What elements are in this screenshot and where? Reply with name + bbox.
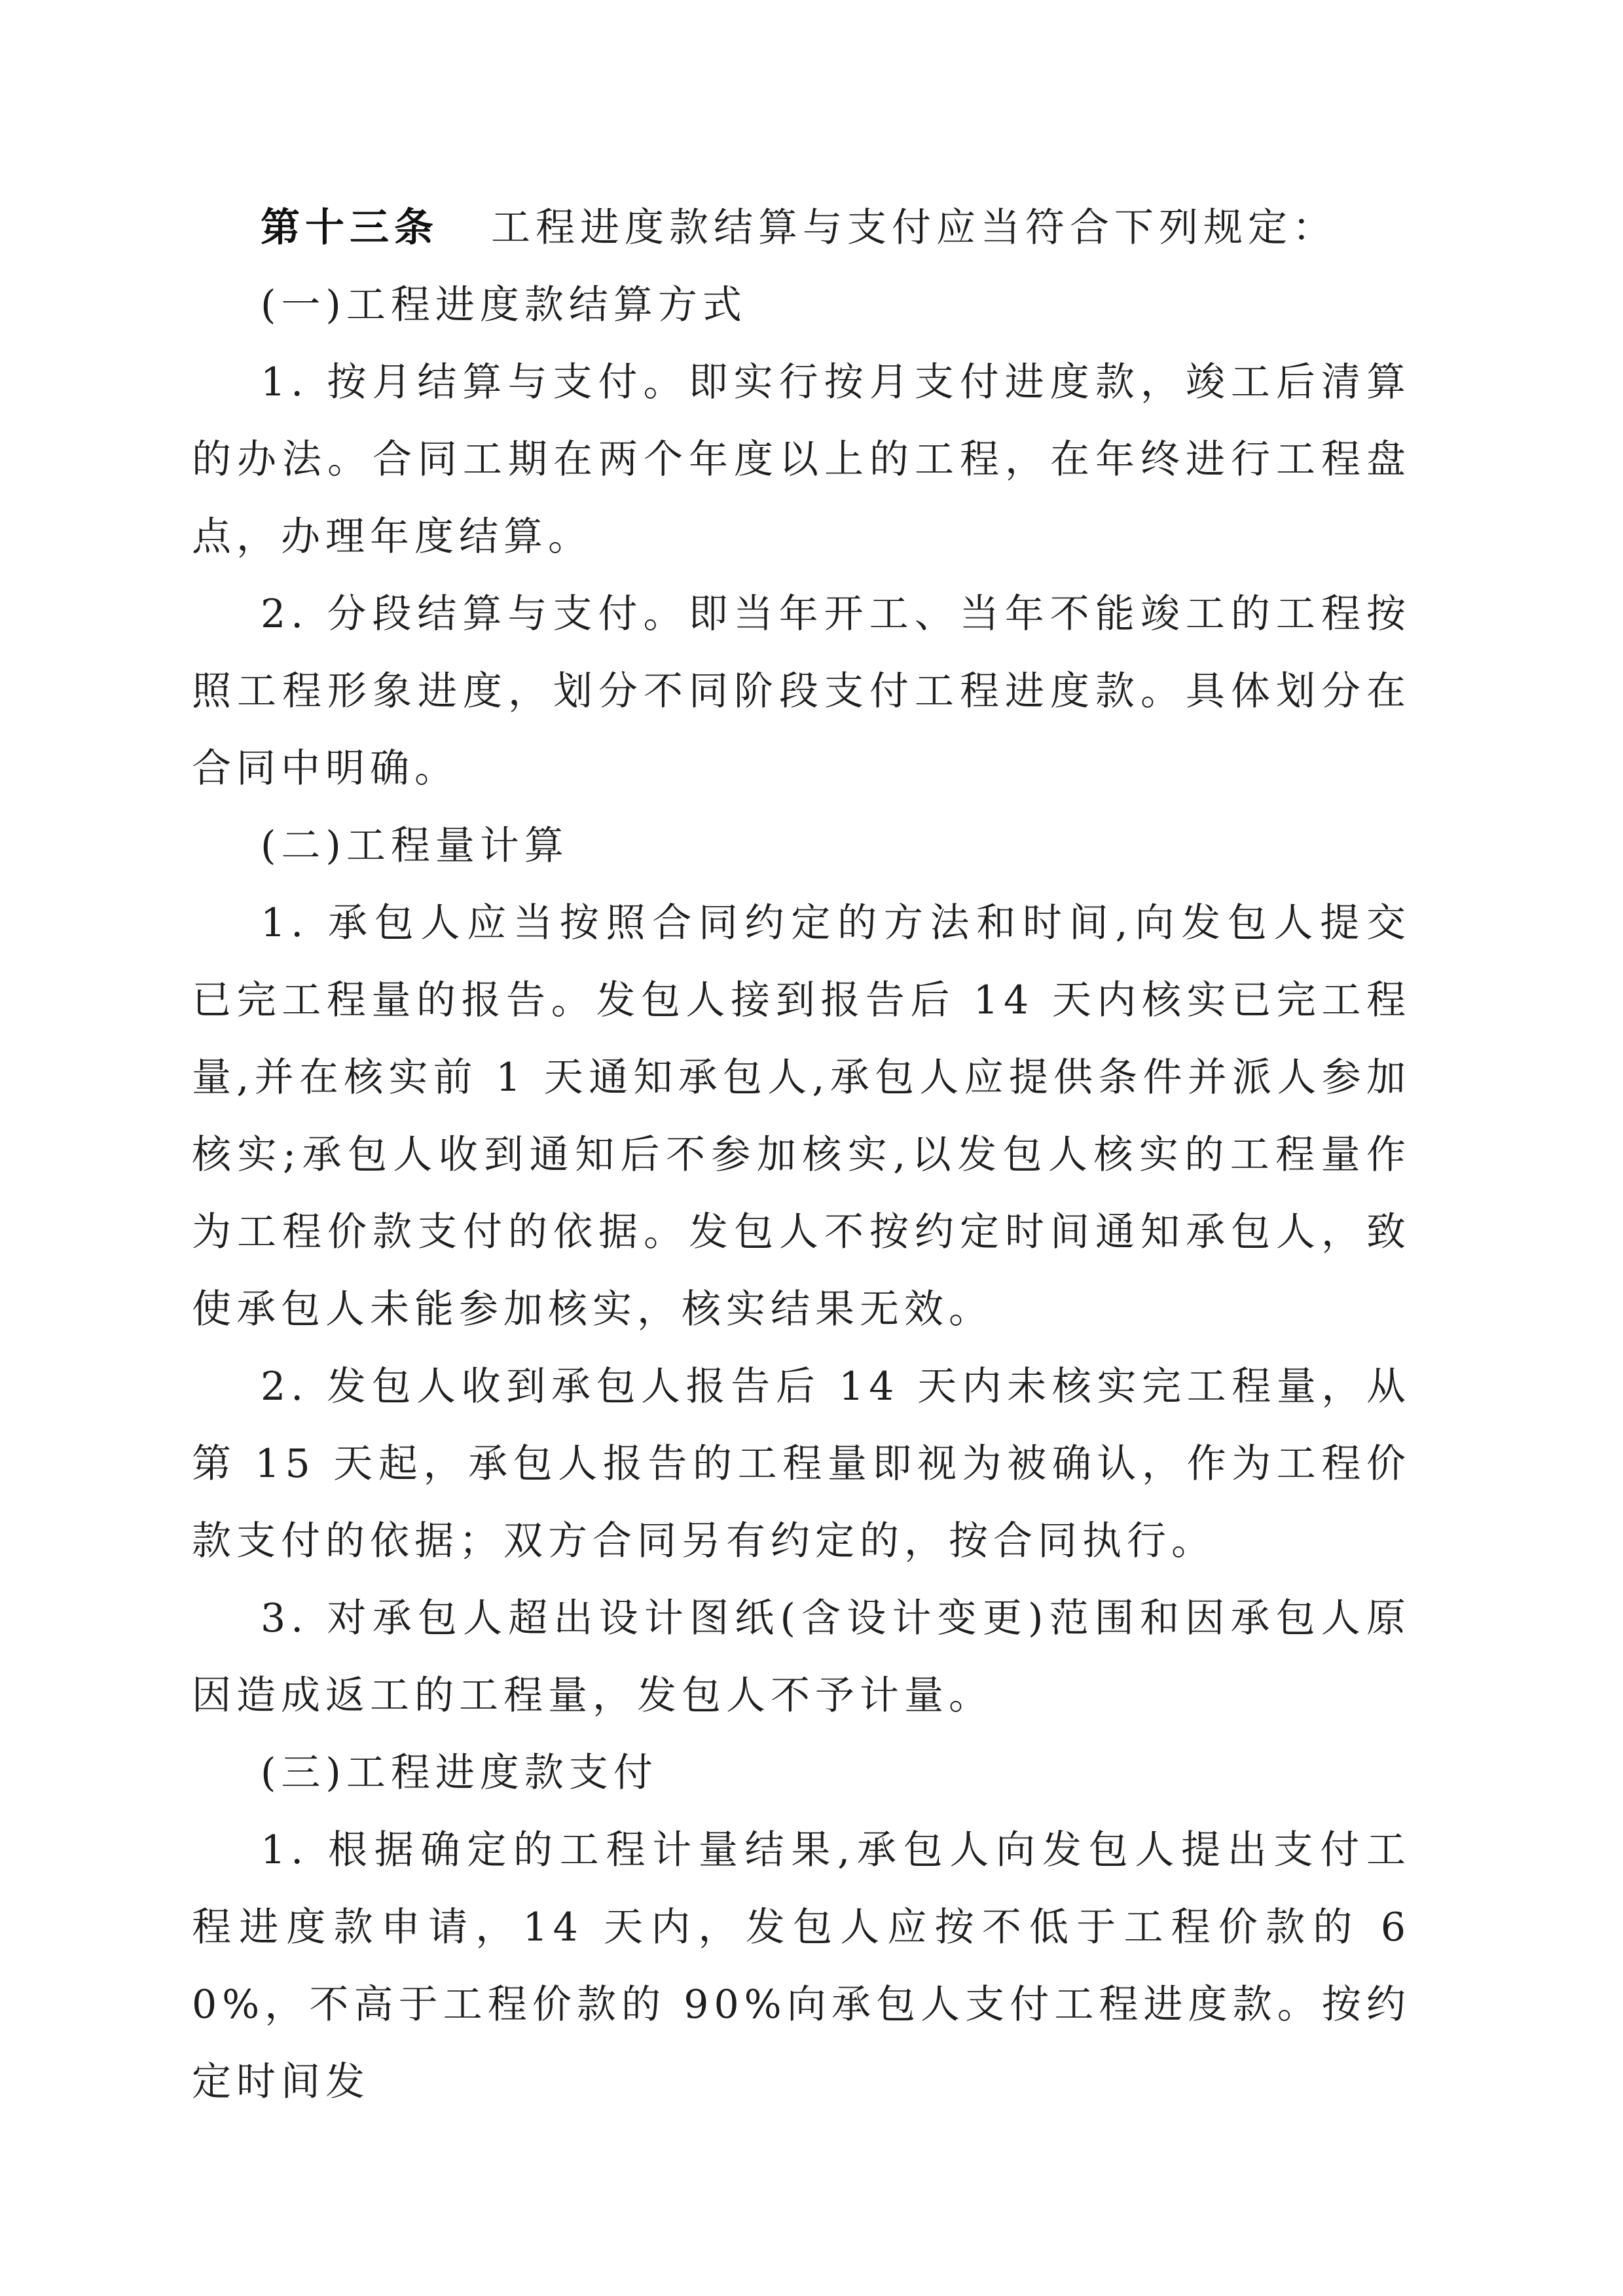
article-number: 第十三条 xyxy=(261,205,439,251)
paragraph-3-1: 1. 根据确定的工程计量结果,承包人向发包人提出支付工程进度款申请，14 天内，发包人应按不低于工程价款的 60%，不高于工程价款的 90%向承包人支付工程进度款。按约定时间发 xyxy=(192,1827,1411,2105)
paragraph-2-1: 1. 承包人应当按照合同约定的方法和时间,向发包人提交已完工程量的报告。发包人接到报告后 14 天内核实已完工程量,并在核实前 1 天通知承包人,承包人应提供条件并派人参加核实;承包人收到通知后不参加核实,以发包人核实的工程量作为工程价款支付的依据。发包人不按约定时间通知承包人，致使承包人未能参加核实，核实结果无效。 xyxy=(192,900,1411,1332)
paragraph-2-3: 3. 对承包人超出设计图纸(含设计变更)范围和因承包人原因造成返工的工程量，发包人不予计量。 xyxy=(192,1595,1411,1719)
section-1-title: (一)工程进度款结算方式 xyxy=(261,282,747,328)
section-3-title: (三)工程进度款支付 xyxy=(261,1750,658,1796)
paragraph-2-2: 2. 发包人收到承包人报告后 14 天内未核实完工程量，从第 15 天起，承包人报告的工程量即视为被确认，作为工程价款支付的依据；双方合同另有约定的，按合同执行。 xyxy=(192,1364,1411,1564)
paragraph-1-1: 1. 按月结算与支付。即实行按月支付进度款，竣工后清算的办法。合同工期在两个年度以上的工程，在年终进行工程盘点，办理年度结算。 xyxy=(192,359,1411,560)
paragraph-1-2: 2. 分段结算与支付。即当年开工、当年不能竣工的工程按照工程形象进度，划分不同阶段支付工程进度款。具体划分在合同中明确。 xyxy=(192,591,1411,792)
article-heading xyxy=(192,189,1411,266)
article-heading-text: 工程进度款结算与支付应当符合下列规定： xyxy=(491,205,1337,251)
document-body xyxy=(192,189,1411,2121)
section-2-title: (二)工程量计算 xyxy=(261,823,569,869)
